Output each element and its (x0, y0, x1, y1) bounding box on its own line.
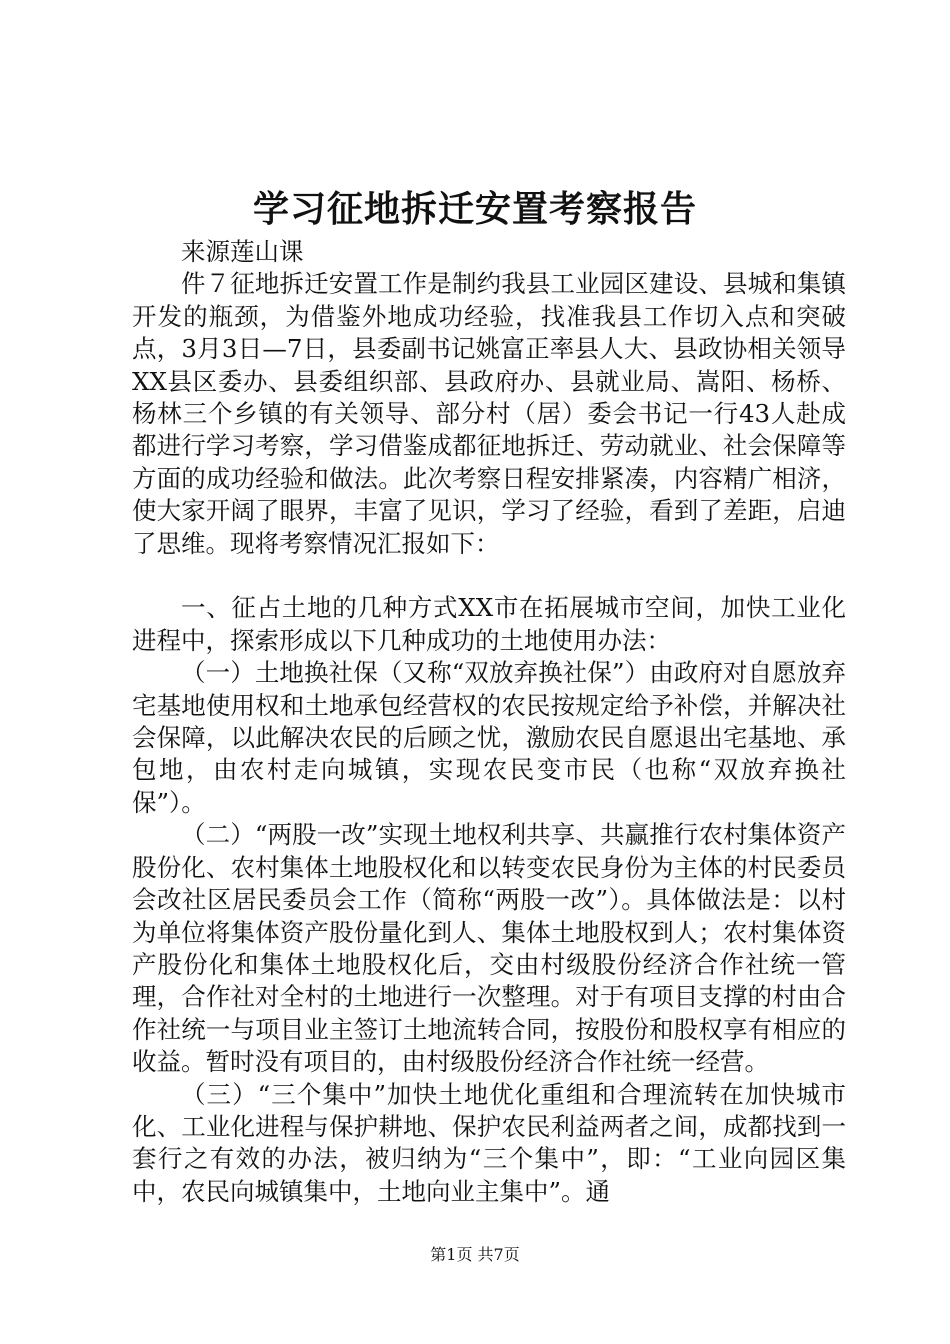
source-line: 来源莲山课 (181, 237, 304, 266)
subsection-two-paragraph: （二）“两股一改”实现土地权利共享、共赢推行农村集体资产股份化、农村集体土地股权化和以转变农民身份为主体的村民委员会改社区居民委员会工作（简称“两股一改”）。具体做法是：以村为单位将集体资产股份量化到人、集体土地股权到人；农村集体资产股份化和集体土地股权化后，交由村级股份经济合作社统一管理，合作社对全村的土地进行一次整理。对于有项目支撑的村由合作社统一与项目业主签订土地流转合同，按股份和股权享有相应的收益。暂时没有项目的，由村级股份经济合作社统一经营。 (132, 820, 846, 1077)
subsection-one-paragraph: （一）土地换社保（又称“双放弃换社保”）由政府对自愿放弃宅基地使用权和土地承包经营权的农民按规定给予补偿，并解决社会保障，以此解决农民的后顾之忧，激励农民自愿退出宅基地、承包地，由农村走向城镇，实现农民变市民（也称“双放弃换社保”）。 (132, 658, 846, 817)
document-body (132, 236, 846, 1208)
page-footer: 第1页 共7页 (430, 1245, 520, 1264)
document-title: 学习征地拆迁安置考察报告 (252, 188, 697, 230)
subsection-three-paragraph: （三）“三个集中”加快土地优化重组和合理流转在加快城市化、工业化进程与保护耕地、保护农民利益两者之间，成都找到一套行之有效的办法，被归纳为“三个集中”，即：“工业向园区集中，农民向城镇集中，土地向业主集中”。通 (132, 1079, 846, 1206)
intro-paragraph: 件７征地拆迁安置工作是制约我县工业园区建设、县城和集镇开发的瓶颈，为借鉴外地成功经验，找准我县工作切入点和突破点，3月3日—7日，县委副书记姚富正率县人大、县政协相关领导XX县区委办、县委组织部、县政府办、县就业局、嵩阳、杨桥、杨林三个乡镇的有关领导、部分村（居）委会书记一行43人赴成都进行学习考察，学习借鉴成都征地拆迁、劳动就业、社会保障等方面的成功经验和做法。此次考察日程安排紧凑，内容精广相济，使大家开阔了眼界，丰富了见识，学习了经验，看到了差距，启迪了思维。现将考察情况汇报如下： (132, 269, 846, 558)
section-one-heading-paragraph: 一、征占土地的几种方式XX市在拓展城市空间，加快工业化进程中，探索形成以下几种成功的土地使用办法： (132, 593, 846, 655)
